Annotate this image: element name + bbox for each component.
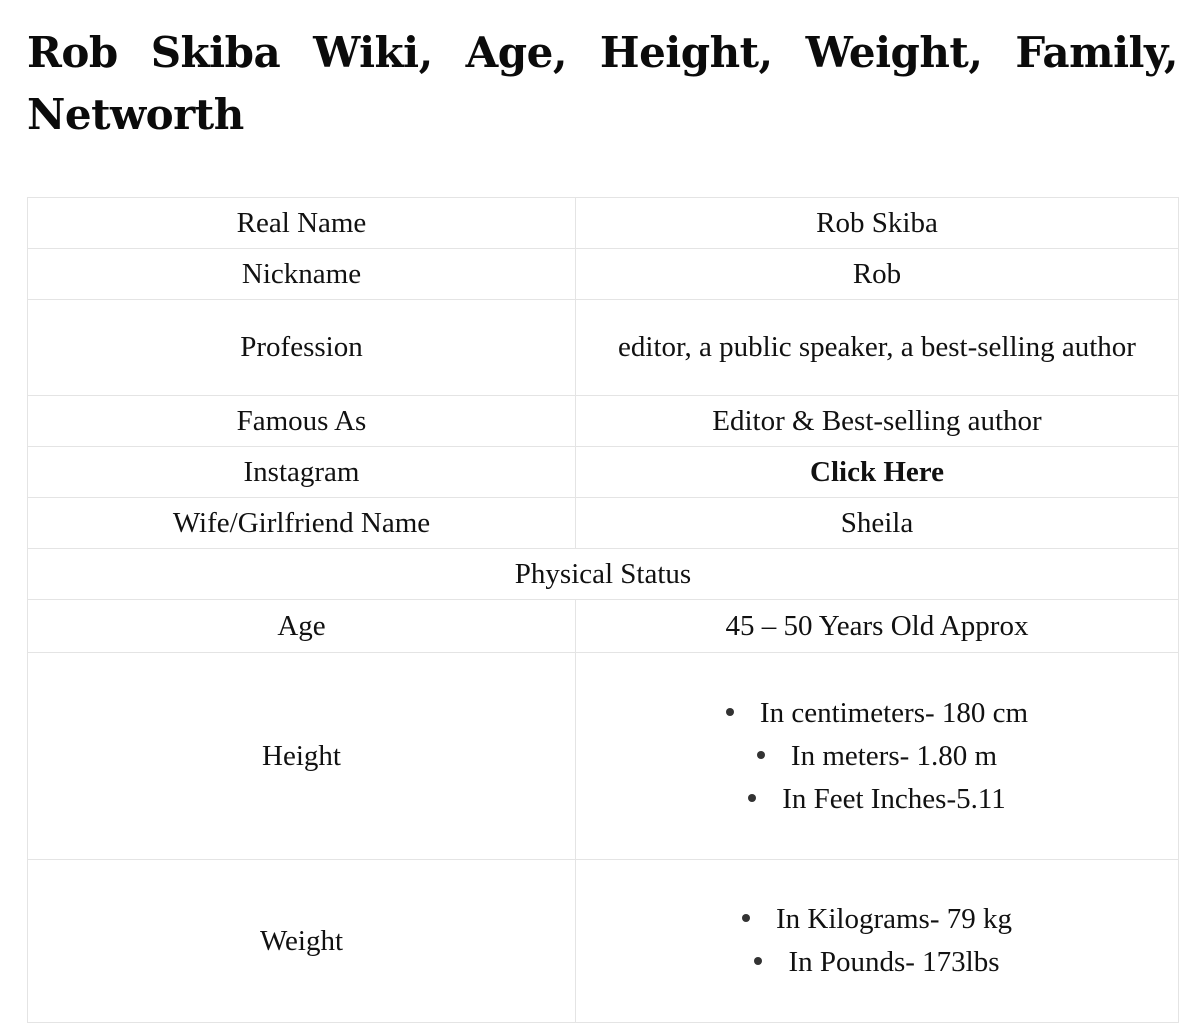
row-label: Height xyxy=(28,653,576,860)
table-section-physical-status xyxy=(28,549,1179,600)
list-item: In Feet Inches-5.11 xyxy=(726,778,1028,821)
row-value xyxy=(576,447,1179,498)
bullet-icon xyxy=(742,914,750,922)
table-row-profession xyxy=(28,300,1179,396)
bullet-icon xyxy=(726,708,734,716)
row-label: Famous As xyxy=(28,396,576,447)
section-heading: Physical Status xyxy=(28,549,1179,600)
bullet-icon xyxy=(757,751,765,759)
row-label: Age xyxy=(28,600,576,653)
bullet-icon xyxy=(754,957,762,965)
row-label: Profession xyxy=(28,300,576,396)
row-label: Nickname xyxy=(28,249,576,300)
height-list xyxy=(726,692,1028,821)
row-label: Real Name xyxy=(28,198,576,249)
row-label: Weight xyxy=(28,860,576,1023)
row-value: Rob Skiba xyxy=(576,198,1179,249)
table-row-weight xyxy=(28,860,1179,1023)
row-value xyxy=(576,860,1179,1023)
info-table xyxy=(27,197,1179,1023)
table-row-age xyxy=(28,600,1179,653)
table-row-famous-as xyxy=(28,396,1179,447)
row-value xyxy=(576,653,1179,860)
table-row-real-name xyxy=(28,198,1179,249)
row-value: Editor & Best-selling author xyxy=(576,396,1179,447)
page-title: Rob Skiba Wiki, Age, Height, Weight, Family, Networth xyxy=(27,28,1178,139)
row-label: Wife/Girlfriend Name xyxy=(28,498,576,549)
weight-list xyxy=(742,898,1012,984)
table-row-height xyxy=(28,653,1179,860)
row-value: 45 – 50 Years Old Approx xyxy=(576,600,1179,653)
article xyxy=(27,0,1178,978)
list-item: In meters- 1.80 m xyxy=(726,735,1028,778)
instagram-link[interactable]: Click Here xyxy=(810,455,944,488)
table-row-partner xyxy=(28,498,1179,549)
bullet-icon xyxy=(748,794,756,802)
list-item: In Kilograms- 79 kg xyxy=(742,898,1012,941)
list-item: In centimeters- 180 cm xyxy=(726,692,1028,735)
row-value: Sheila xyxy=(576,498,1179,549)
row-value: editor, a public speaker, a best-selling author xyxy=(576,300,1179,396)
row-label: Instagram xyxy=(28,447,576,498)
table-row-nickname xyxy=(28,249,1179,300)
list-item: In Pounds- 173lbs xyxy=(742,941,1012,984)
row-value: Rob xyxy=(576,249,1179,300)
table-row-instagram xyxy=(28,447,1179,498)
